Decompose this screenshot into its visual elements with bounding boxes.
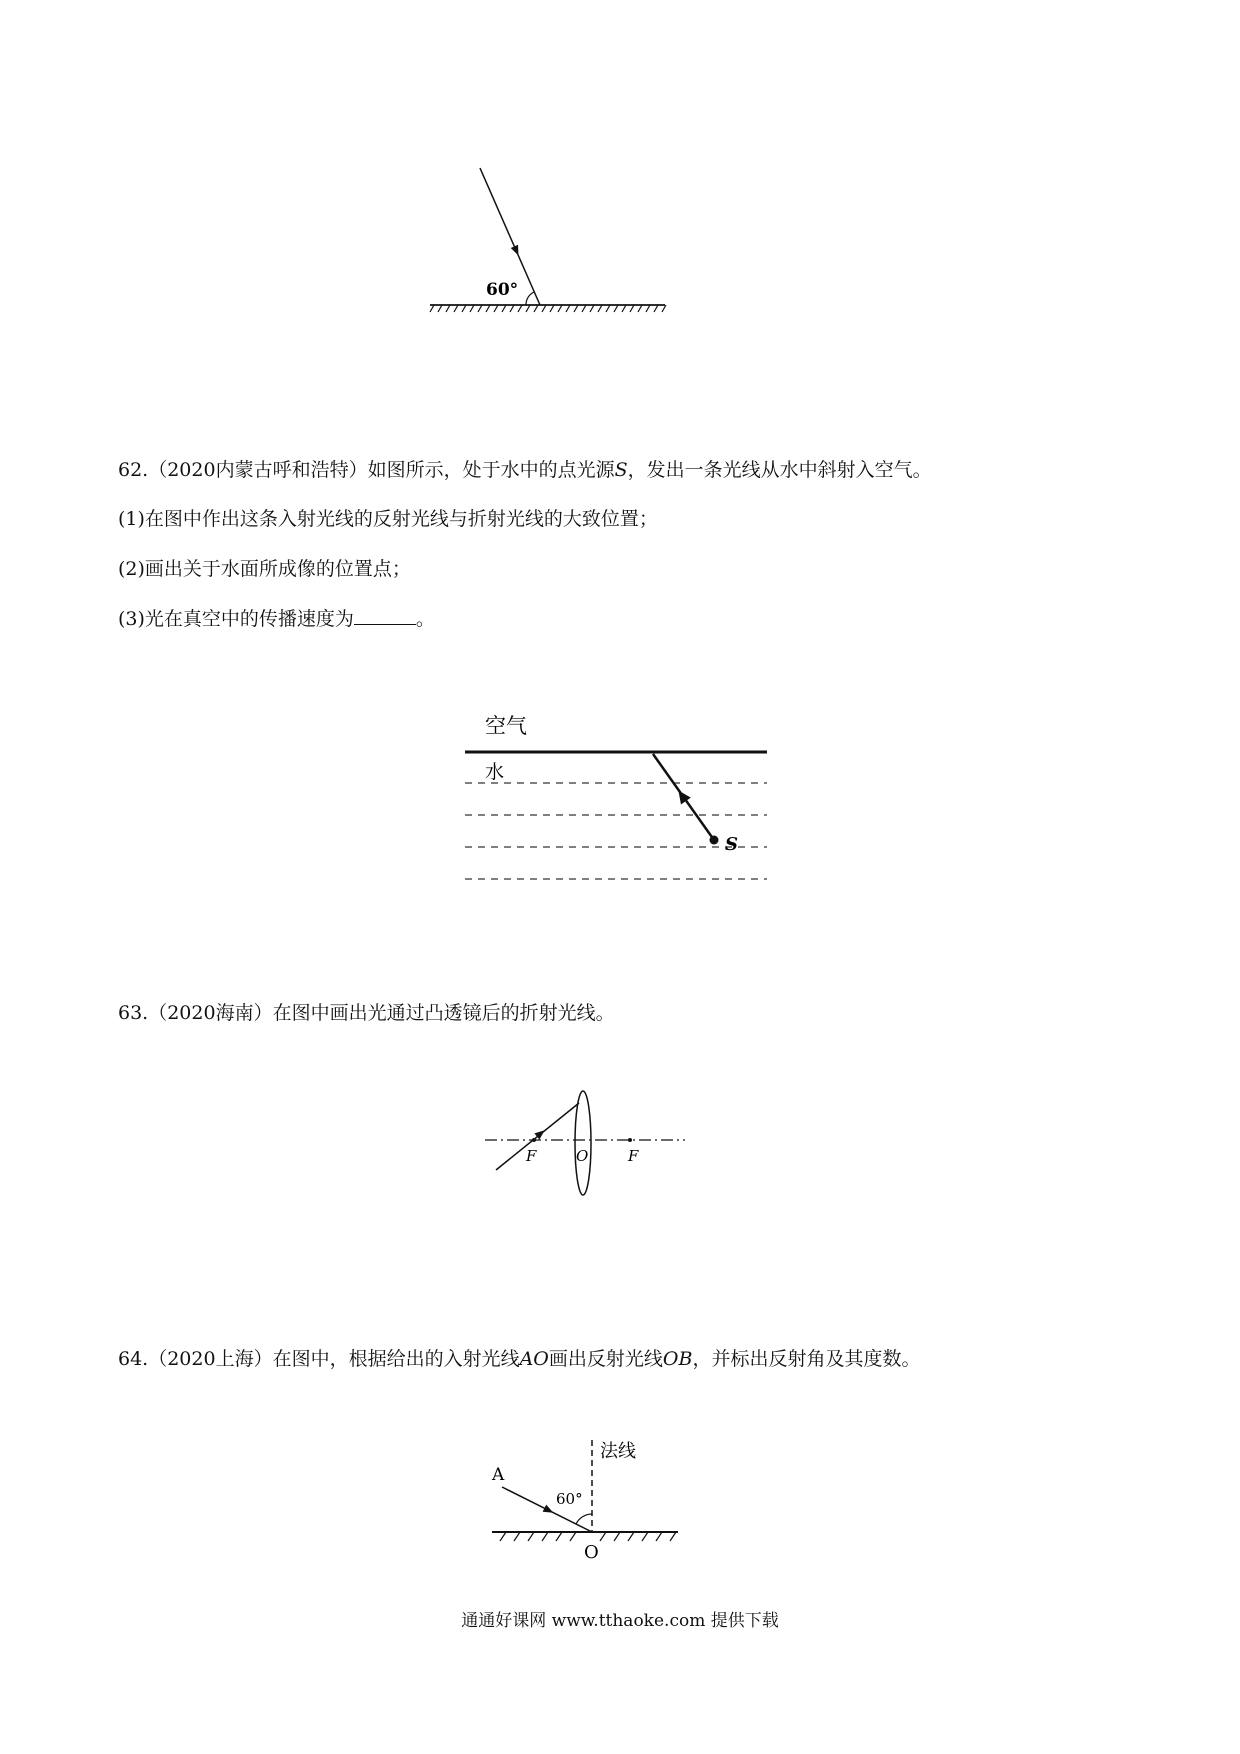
angle-label: 60°	[486, 280, 519, 300]
q62-heading	[118, 458, 932, 482]
water-label: 水	[485, 761, 505, 783]
focus-right-point	[628, 1138, 632, 1142]
center-label: O	[576, 1147, 589, 1165]
angle-arc	[526, 292, 534, 305]
point-a-label: A	[492, 1465, 505, 1485]
q62-sub3	[118, 606, 435, 631]
mirror-hatching	[430, 305, 666, 312]
focus-left-point	[532, 1138, 536, 1142]
q64-figure	[480, 1420, 700, 1590]
q64-heading-mid: 画出反射光线	[548, 1348, 663, 1370]
q64-heading	[118, 1347, 920, 1371]
angle-label: 60°	[556, 1490, 583, 1508]
q63-figure	[480, 1085, 690, 1215]
q62-heading-var: S	[614, 459, 628, 481]
angle-arc	[576, 1514, 592, 1524]
q62-heading-text: 62.（2020内蒙古呼和浩特）如图所示，处于水中的点光源	[118, 459, 615, 481]
source-label: S	[725, 834, 738, 855]
q61-figure	[420, 160, 680, 320]
q62-sub1: (1)在图中作出这条入射光线的反射光线与折射光线的大致位置；	[118, 508, 658, 530]
normal-label: 法线	[600, 1441, 636, 1462]
air-label: 空气	[485, 714, 527, 738]
q62-sub3-pre: (3)光在真空中的传播速度为	[118, 608, 354, 630]
page-footer: 通通好课网 www.tthaoke.com 提供下载	[461, 1611, 779, 1631]
point-source	[710, 836, 719, 845]
answer-blank[interactable]	[354, 606, 416, 625]
q62-sub2: (2)画出关于水面所成像的位置点；	[118, 558, 411, 580]
q62-figure	[455, 700, 785, 900]
convex-lens	[575, 1091, 591, 1195]
q63-heading: 63.（2020海南）在图中画出光通过凸透镜后的折射光线。	[118, 1002, 615, 1024]
q64-heading-tail: ，并标出反射角及其度数。	[692, 1348, 921, 1370]
point-o-label: O	[584, 1542, 599, 1563]
focus-left-label: F	[526, 1147, 537, 1165]
ray-arrow-icon	[543, 1505, 556, 1517]
focus-right-label: F	[628, 1147, 639, 1165]
q64-ray-out: OB	[662, 1348, 693, 1370]
ray-arrow-icon	[511, 245, 522, 257]
q62-heading-tail: ，发出一条光线从水中斜射入空气。	[627, 459, 932, 481]
q62-sub3-post: 。	[415, 608, 435, 630]
q64-ray-in: AO	[519, 1348, 549, 1370]
q64-heading-pre: 64.（2020上海）在图中，根据给出的入射光线	[118, 1348, 520, 1370]
mirror-hatching	[500, 1532, 676, 1541]
